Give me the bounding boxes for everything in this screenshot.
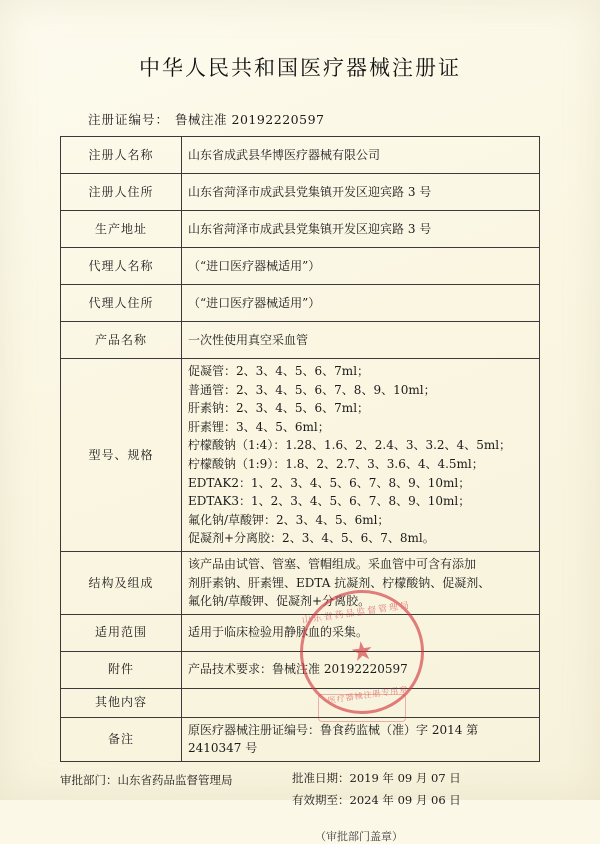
approval-dates — [292, 770, 461, 814]
registration-number-value: 鲁械注准 20192220597 — [175, 112, 325, 127]
spec-line: 普通管：2、3、4、5、6、7、8、9、10ml； — [188, 382, 436, 397]
valid-until-value: 2024 年 09 月 06 日 — [349, 792, 461, 807]
seal-arc-bottom-text: 医疗器械注册专用章 — [327, 684, 409, 706]
other-value — [182, 688, 540, 717]
spec-value — [182, 359, 540, 552]
structure-line: 氟化钠/草酸钾、促凝剂+分离胶。 — [188, 594, 371, 609]
spec-line: 柠檬酸钠（1:4）：1.28、1.6、2、2.4、3、3.2、4、5ml； — [188, 438, 512, 453]
spec-key: 型号、规格 — [61, 359, 182, 552]
table-row — [61, 248, 540, 285]
table-row-spec — [61, 359, 540, 552]
table-row — [61, 174, 540, 211]
table-row-other — [61, 688, 540, 717]
authority-label: 审批部门： — [60, 772, 118, 787]
structure-key: 结构及组成 — [61, 551, 182, 614]
spec-line: EDTAK3：1、2、3、4、5、6、7、8、9、10ml； — [188, 494, 471, 509]
page-title: 中华人民共和国医疗器械注册证 — [139, 56, 461, 80]
attachment-key: 附件 — [61, 651, 182, 688]
authority-value: 山东省药品监督管理局 — [117, 772, 233, 787]
row-value: 一次性使用真空采血管 — [182, 322, 540, 359]
table-row — [61, 211, 540, 248]
row-value: （“进口医疗器械适用”） — [182, 248, 540, 285]
certificate-table — [60, 136, 540, 762]
seal-arc-top-text: 山东省药品监督管理局 — [301, 600, 412, 626]
table-row-structure — [61, 551, 540, 614]
remark-value — [182, 717, 540, 761]
row-value: 山东省成武县华博医疗器械有限公司 — [182, 137, 540, 174]
row-key: 注册人名称 — [61, 137, 182, 174]
scope-value: 适用于临床检验用静脉血的采集。 — [182, 614, 540, 651]
row-value: 山东省菏泽市成武县党集镇开发区迎宾路 3 号 — [182, 174, 540, 211]
approval-date-label: 批准日期： — [292, 770, 350, 785]
table-row — [61, 322, 540, 359]
star-icon: ★ — [348, 635, 376, 669]
row-key: 产品名称 — [61, 322, 182, 359]
spec-line: 促凝剂+分离胶：2、3、4、5、6、7、8ml。 — [188, 531, 435, 546]
remark-lines — [188, 721, 533, 758]
table-row-attachment — [61, 651, 540, 688]
scope-key: 适用范围 — [61, 614, 182, 651]
table-row-scope — [61, 614, 540, 651]
row-value: （“进口医疗器械适用”） — [182, 285, 540, 322]
spec-line: 柠檬酸钠（1:9）：1.8、2、2.7、3、3.6、4、4.5ml； — [188, 456, 484, 471]
footer-row — [60, 770, 540, 814]
remark-key: 备注 — [61, 717, 182, 761]
spec-line: EDTAK2：1、2、3、4、5、6、7、8、9、10ml； — [188, 475, 471, 490]
row-key: 代理人名称 — [61, 248, 182, 285]
registration-number — [88, 110, 600, 128]
approval-date — [292, 770, 461, 786]
row-value: 山东省菏泽市成武县党集镇开发区迎宾路 3 号 — [182, 211, 540, 248]
remark-line: 2410347 号 — [188, 741, 258, 756]
row-key: 注册人住所 — [61, 174, 182, 211]
table-row-remark — [61, 717, 540, 761]
approval-date-value: 2019 年 09 月 07 日 — [349, 770, 461, 785]
structure-lines — [188, 555, 533, 611]
valid-until-label: 有效期至： — [292, 792, 350, 807]
structure-value — [182, 551, 540, 614]
other-key: 其他内容 — [61, 688, 182, 717]
table-row — [61, 285, 540, 322]
approver-note: （审批部门盖章） — [315, 829, 403, 843]
attachment-value: 产品技术要求：鲁械注准 20192220597 — [182, 651, 540, 688]
remark-line: 原医疗器械注册证编号：鲁食药监械（准）字 2014 第 — [188, 722, 479, 737]
registration-number-label: 注册证编号： — [88, 112, 170, 127]
table-row — [61, 137, 540, 174]
spec-line: 肝素钠：2、3、4、5、6、7ml； — [188, 401, 370, 416]
spec-line: 氟化钠/草酸钾：2、3、4、5、6ml； — [188, 512, 390, 527]
certificate-footer — [60, 770, 540, 844]
approval-authority — [60, 770, 292, 788]
row-key: 生产地址 — [61, 211, 182, 248]
spec-lines — [188, 362, 533, 548]
spec-line: 肝素锂：3、4、5、6ml； — [188, 419, 330, 434]
spec-line: 促凝管：2、3、4、5、6、7ml； — [188, 364, 370, 378]
structure-line: 该产品由试管、管塞、管帽组成。采血管中可含有添加 — [188, 556, 477, 571]
row-key: 代理人住所 — [61, 285, 182, 322]
structure-line: 剂肝素钠、肝素锂、EDTA 抗凝剂、柠檬酸钠、促凝剂、 — [188, 575, 491, 590]
